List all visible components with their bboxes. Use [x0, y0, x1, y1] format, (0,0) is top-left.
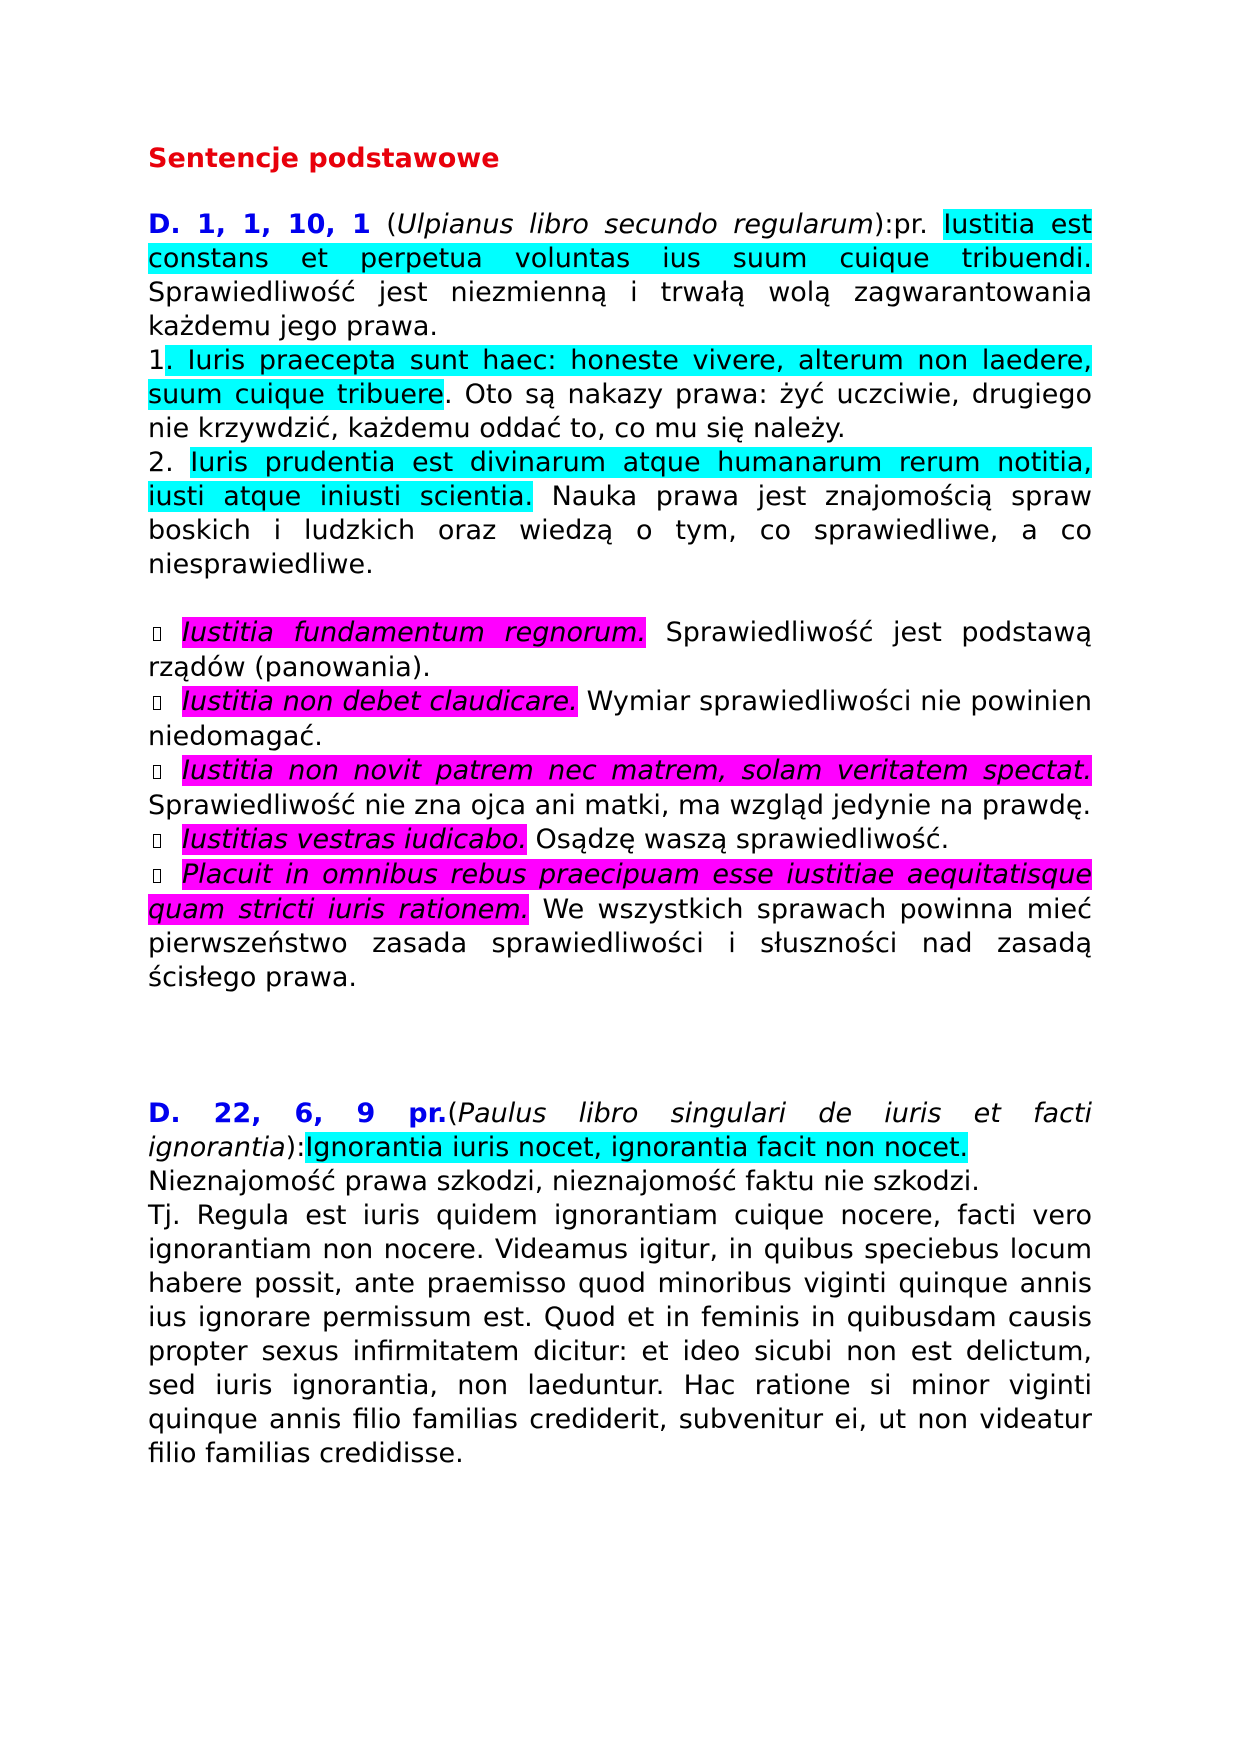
spacer [148, 995, 1092, 1097]
section2-translation-paragraph [148, 1165, 1092, 1199]
document-page [148, 142, 1092, 1471]
section1-source: Ulpianus libro secundo regularum [396, 209, 874, 240]
section1-source-open: ( [386, 209, 397, 240]
section1-source-close: ):pr. [873, 209, 944, 240]
page-title: Sentencje podstawowe [148, 143, 500, 174]
maxim-translation: Sprawiedliwość nie zna ojca ani matki, ma wzgląd jedynie na prawdę. [148, 790, 1092, 821]
maxim-translation: Sprawiedliwość jest podstawą rządów (panowania). [148, 617, 1092, 683]
maxims-list [148, 616, 1092, 995]
square-bullet-icon [148, 823, 182, 858]
section1-paragraph [148, 208, 1092, 344]
section2-source-open: ( [447, 1098, 458, 1129]
point-1-translation: . Oto są nakazy prawa: żyć uczciwie, drugiego nie krzywdzić, każdemu oddać to, co mu się należy. [148, 379, 1092, 444]
maxim-latin: Iustitia non debet claudicare. [182, 686, 578, 717]
point-2-latin: Iuris prudentia est divinarum atque humanarum rerum notitia, iusti atque iniusti scientia. [148, 447, 1092, 512]
maxim-latin: Iustitia fundamentum regnorum. [182, 617, 647, 648]
section2-source: Paulus libro singulari de iuris et facti ignorantia [148, 1098, 1093, 1163]
section2-commentary [148, 1199, 1092, 1471]
point-1-number: 1 [148, 345, 166, 376]
section1-latin: Iustitia est constans et perpetua voluntas ius suum cuique tribuendi. [148, 209, 1092, 274]
spacer [148, 582, 1092, 616]
square-bullet-icon [148, 754, 182, 789]
square-bullet-icon [148, 685, 182, 720]
maxim-item [148, 858, 1092, 995]
section2-latin: Ignorantia iuris nocet, ignorantia facit non nocet. [305, 1132, 969, 1163]
maxim-latin: Iustitia non novit patrem nec matrem, solam veritatem spectat. [182, 755, 1092, 786]
point-1-latin: . Iuris praecepta sunt haec: honeste vivere, alterum non laedere, suum cuique tribuere [148, 345, 1092, 410]
maxim-item [148, 754, 1092, 823]
maxim-item [148, 823, 1092, 858]
section2-reference: D. 22, 6, 9 pr. [148, 1098, 448, 1129]
section2-paragraph [148, 1097, 1092, 1165]
section1-point-1 [148, 344, 1092, 446]
section1-reference: D. 1, 1, 10, 1 [148, 209, 371, 240]
section1-point-2 [148, 446, 1092, 582]
square-bullet-icon [148, 616, 182, 651]
maxim-latin: Iustitias vestras iudicabo. [182, 824, 527, 855]
square-bullet-icon [148, 858, 182, 893]
maxim-translation: Wymiar sprawiedliwości nie powinien niedomagać. [148, 686, 1092, 752]
point-2-number: 2. [148, 447, 191, 478]
section2-commentary-text: Tj. Regula est iuris quidem ignorantiam cuique nocere, facti vero ignorantiam non nocere. Videamus igitur, in quibus speciebus locum habere possit, ante praemisso quod minoribus viginti quinque annis ius ignorare permissum est. Quod et in feminis in quibusdam causis propter sexus infirmitatem dicitur: et ideo sicubi non est delictum, sed iuris ignorantia, non laeduntur. Hac ratione si minor viginti quinque annis filio familias crediderit, subvenitur ei, ut non videatur filio familias credidisse. [148, 1200, 1092, 1469]
point-2-translation: Nauka prawa jest znajomością spraw boskich i ludzkich oraz wiedzą o tym, co sprawiedliwe, a co niesprawiedliwe. [148, 481, 1093, 580]
maxim-latin: Placuit in omnibus rebus praecipuam esse iustitiae aequitatisque quam stricti iuris rationem. [148, 859, 1092, 925]
maxim-item [148, 685, 1092, 754]
maxim-translation: Osądzę waszą sprawiedliwość. [526, 824, 950, 855]
section2-source-close: ): [285, 1132, 306, 1163]
maxim-translation: We wszystkich sprawach powinna mieć pierwszeństwo zasada sprawiedliwości i słuszności nad zasadą ścisłego prawa. [148, 894, 1092, 993]
section1-translation: Sprawiedliwość jest niezmienną i trwałą wolą zagwarantowania każdemu jego prawa. [148, 277, 1092, 342]
section2-translation: Nieznajomość prawa szkodzi, nieznajomość faktu nie szkodzi. [148, 1166, 980, 1197]
maxim-item [148, 616, 1092, 685]
